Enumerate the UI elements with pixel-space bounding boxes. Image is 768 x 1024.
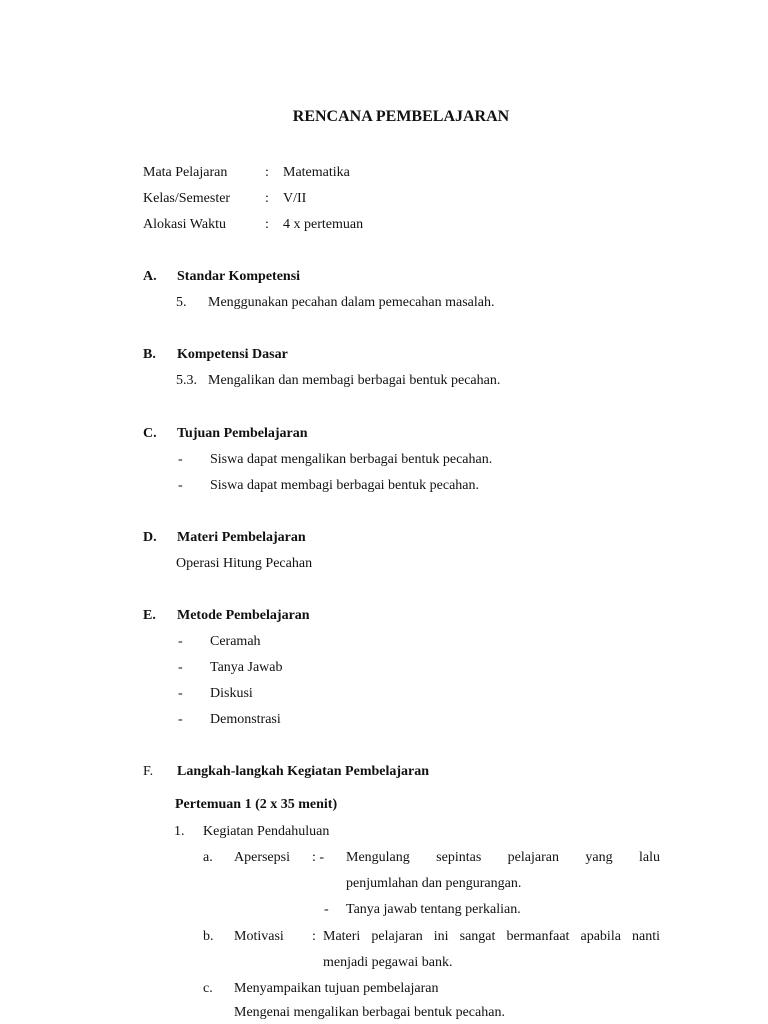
section-e-letter: E. (143, 608, 156, 623)
meeting-heading: Pertemuan 1 (2 x 35 menit) (175, 797, 338, 812)
section-d-letter: D. (143, 530, 157, 545)
section-a-item-text: Menggunakan pecahan dalam pemecahan masalah. (208, 295, 495, 310)
substep-a-text-line2: penjumlahan dan pengurangan. (346, 876, 522, 891)
substep-a2-dash: - (324, 902, 329, 917)
info-sep-class: : (265, 191, 269, 206)
method-item-dash: - (178, 686, 183, 701)
section-e-heading: Metode Pembelajaran (177, 608, 310, 623)
method-item-text: Demonstrasi (210, 712, 281, 727)
method-item-dash: - (178, 634, 183, 649)
section-d-heading: Materi Pembelajaran (177, 530, 306, 545)
info-label-subject: Mata Pelajaran (143, 165, 228, 180)
substep-a-text-line1: Mengulang sepintas pelajaran yang lalu (346, 850, 660, 865)
method-item-text: Diskusi (210, 686, 253, 701)
section-b-item-text: Mengalikan dan membagi berbagai bentuk pecahan. (208, 373, 501, 388)
substep-c-letter: c. (203, 981, 213, 996)
section-a-heading: Standar Kompetensi (177, 269, 301, 284)
method-item-text: Ceramah (210, 634, 261, 649)
substep-b-text-line2: menjadi pegawai bank. (323, 955, 453, 970)
info-label-class: Kelas/Semester (143, 191, 231, 206)
method-item-text: Tanya Jawab (210, 660, 283, 675)
section-c-item-dash: - (178, 452, 183, 467)
section-f-letter: F. (143, 764, 154, 779)
section-d-text: Operasi Hitung Pecahan (176, 556, 313, 571)
info-value-subject: Matematika (283, 165, 350, 180)
section-a-letter: A. (143, 269, 157, 284)
section-c-letter: C. (143, 426, 157, 441)
substep-a-separator: : - (312, 850, 325, 865)
substep-a2-text: Tanya jawab tentang perkalian. (346, 902, 521, 917)
info-label-time: Alokasi Waktu (143, 217, 226, 232)
section-b-letter: B. (143, 347, 156, 362)
section-c-item-text: Siswa dapat membagi berbagai bentuk pecahan. (210, 478, 480, 493)
step-number: 1. (174, 824, 185, 839)
section-b-item-number: 5.3. (176, 373, 197, 388)
substep-b-letter: b. (203, 929, 214, 944)
section-c-item-dash: - (178, 478, 183, 493)
section-f-heading: Langkah-langkah Kegiatan Pembelajaran (177, 764, 430, 779)
info-value-time: 4 x pertemuan (283, 217, 364, 232)
section-c-heading: Tujuan Pembelajaran (177, 426, 308, 441)
substep-c-text: Mengenai mengalikan berbagai bentuk pecahan. (234, 1005, 505, 1020)
substep-c-label: Menyampaikan tujuan pembelajaran (234, 981, 439, 996)
method-item-dash: - (178, 712, 183, 727)
substep-b-separator: : (312, 929, 316, 944)
substep-b-text-line1: Materi pelajaran ini sangat bermanfaat apabila nanti (323, 929, 660, 944)
substep-b-label: Motivasi (234, 929, 284, 944)
step-label: Kegiatan Pendahuluan (203, 824, 330, 839)
section-a-item-number: 5. (176, 295, 187, 310)
info-sep-time: : (265, 217, 269, 232)
section-b-heading: Kompetensi Dasar (177, 347, 288, 362)
info-value-class: V/II (283, 191, 307, 206)
substep-a-letter: a. (203, 850, 213, 865)
section-c-item-text: Siswa dapat mengalikan berbagai bentuk pecahan. (210, 452, 493, 467)
document-title: RENCANA PEMBELAJARAN (292, 108, 510, 125)
method-item-dash: - (178, 660, 183, 675)
substep-a-label: Apersepsi (234, 850, 290, 865)
info-sep-subject: : (265, 165, 269, 180)
